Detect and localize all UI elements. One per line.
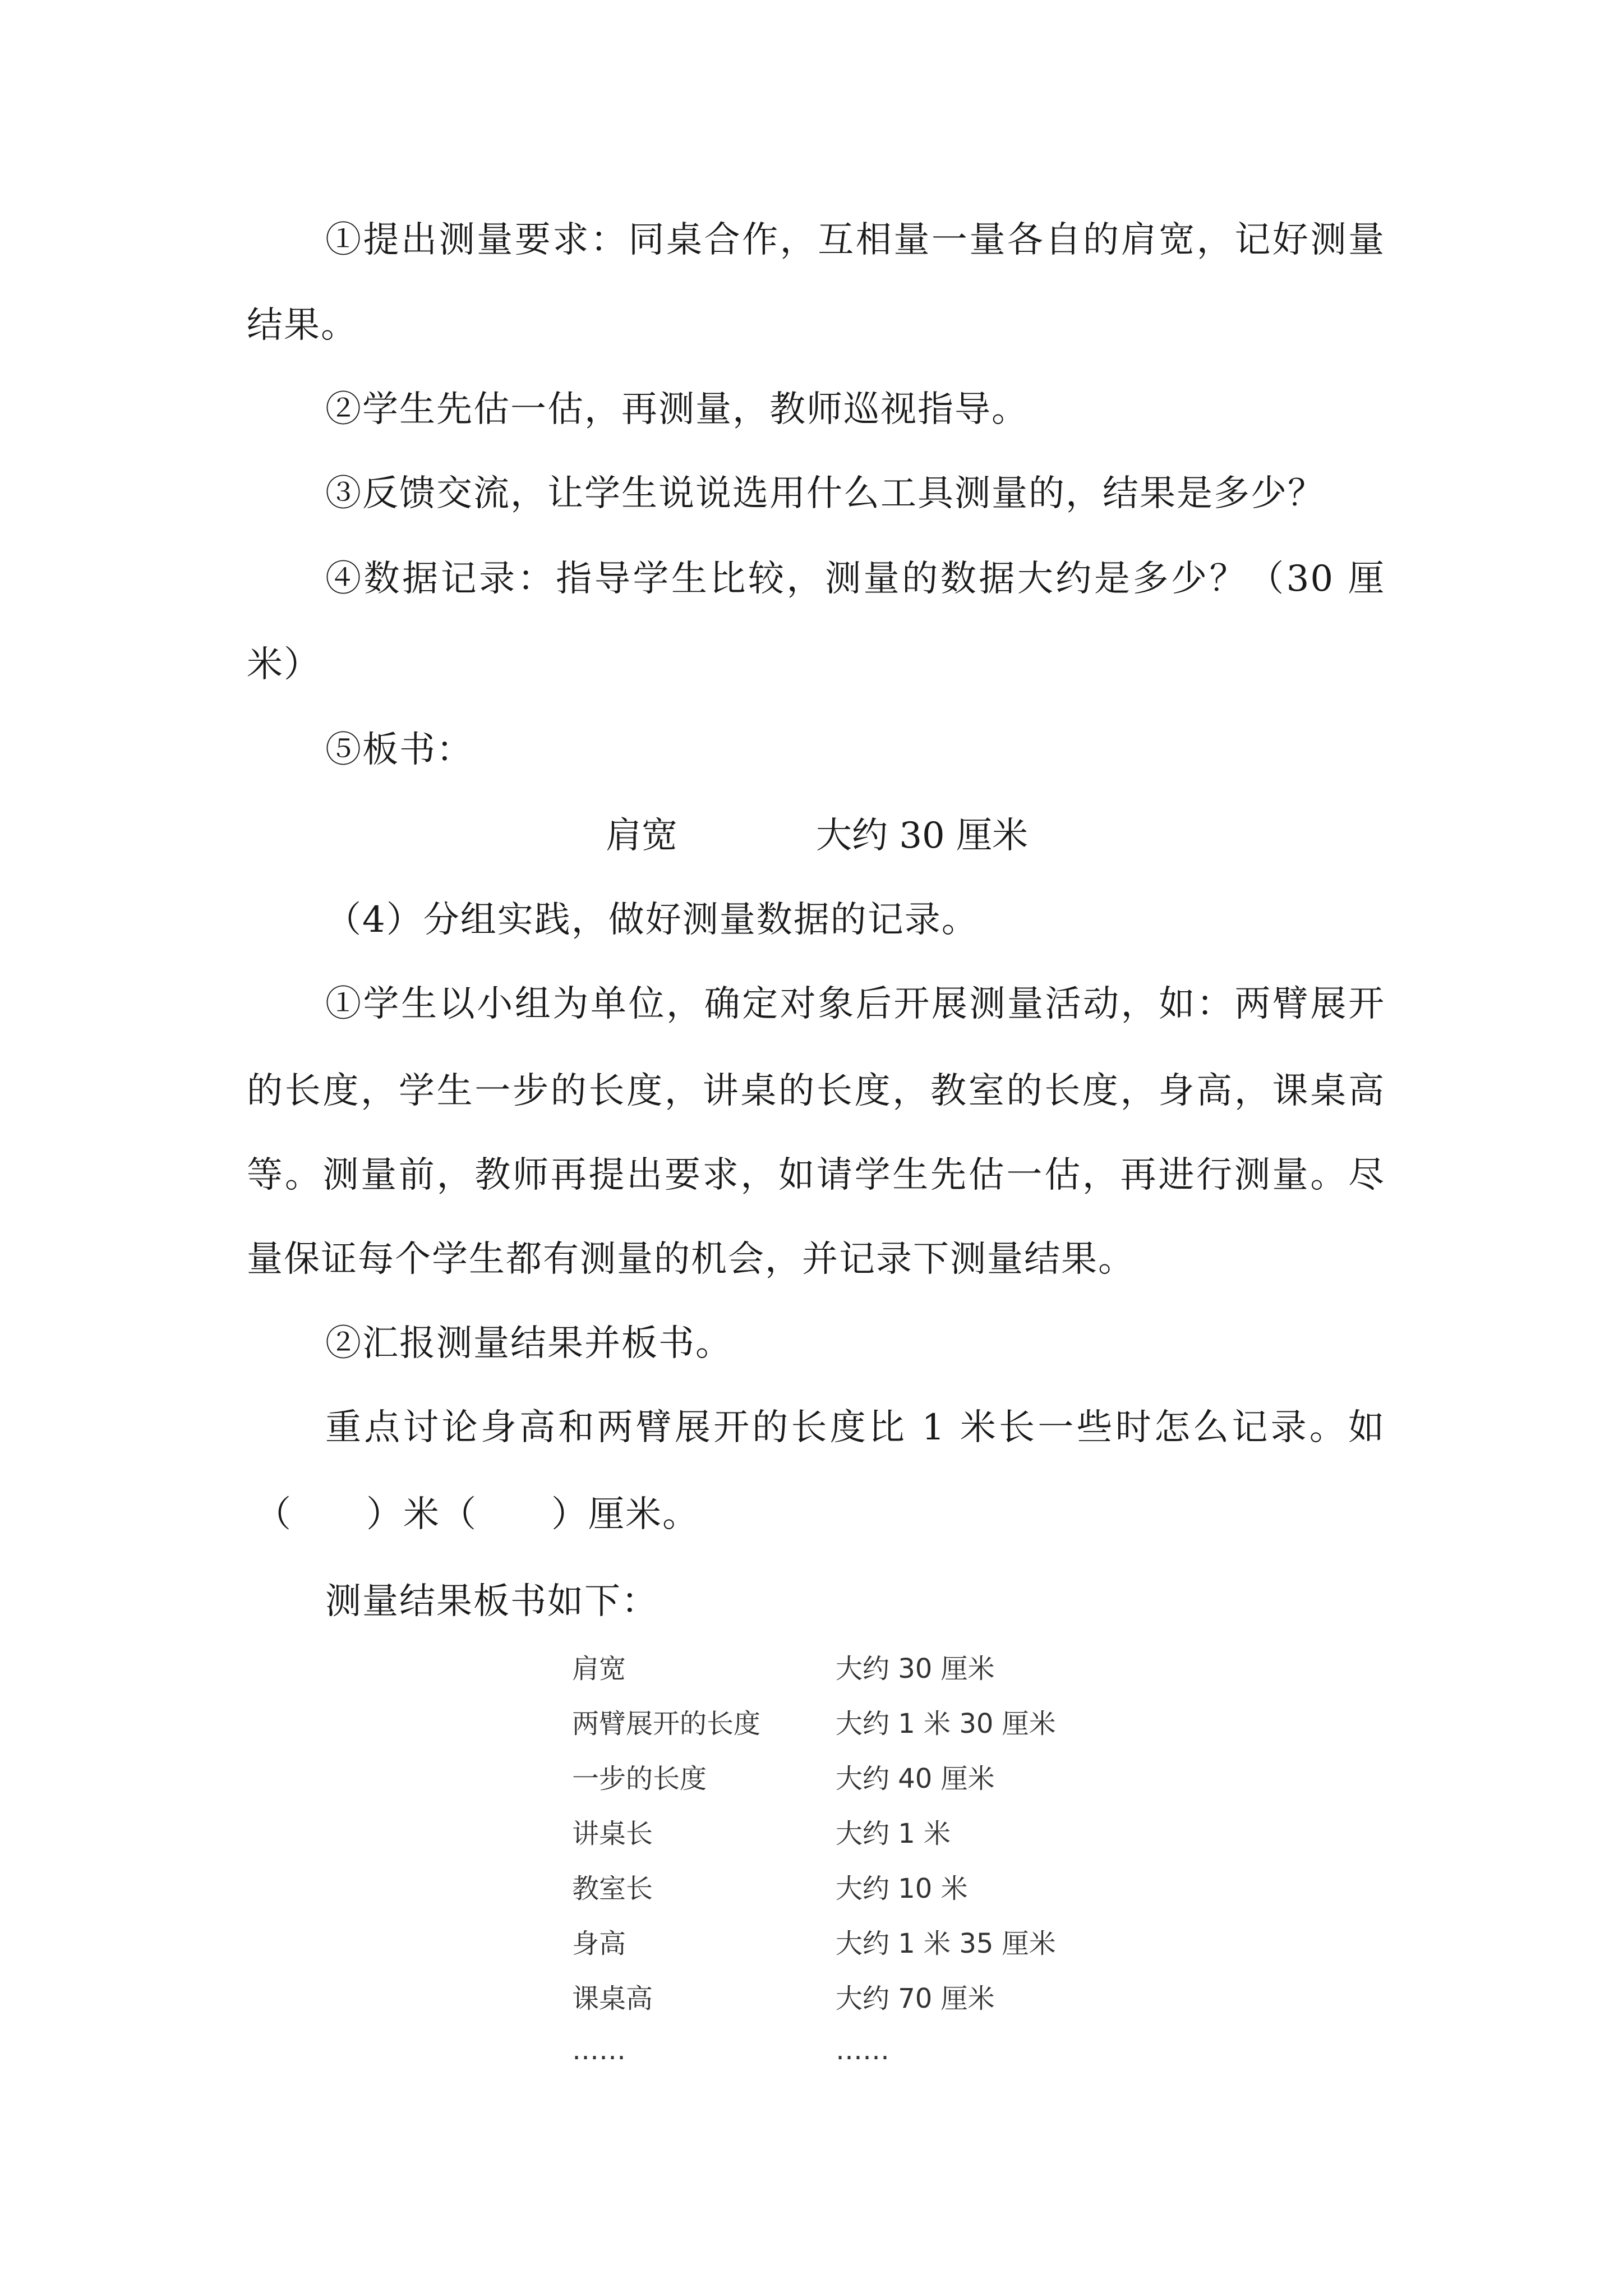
table-cell-item: 课桌高 xyxy=(572,1983,653,2014)
table-cell-item: 教室长 xyxy=(572,1873,653,1904)
paragraph-data-record-line2: 米） xyxy=(247,644,321,685)
paragraph-group-activity-line1: ①学生以小组为单位，确定对象后开展测量活动，如：两臂展开 xyxy=(325,983,1385,1025)
paragraph-measure-requirement-line1: ①提出测量要求：同桌合作，互相量一量各自的肩宽，记好测量 xyxy=(325,219,1385,261)
table-row xyxy=(572,1979,1133,2018)
table-row xyxy=(572,1869,1133,1908)
table-cell-item: …… xyxy=(572,2035,626,2066)
paragraph-discussion-line2: （ ）米（ ）厘米。 xyxy=(255,1494,699,1535)
table-cell-value: …… xyxy=(836,2035,889,2066)
board-item-label: 肩宽 xyxy=(606,815,677,857)
paragraph-discussion-line1: 重点讨论身高和两臂展开的长度比 1 米长一些时怎么记录。如 xyxy=(325,1407,1385,1448)
paragraph-group-activity-line4: 量保证每个学生都有测量的机会，并记录下测量结果。 xyxy=(247,1239,1135,1280)
table-row xyxy=(572,1649,1133,1688)
table-cell-value: 大约 1 米 30 厘米 xyxy=(836,1708,1056,1740)
paragraph-estimate-then-measure: ②学生先估一估，再测量，教师巡视指导。 xyxy=(325,389,1029,430)
table-cell-value: 大约 1 米 35 厘米 xyxy=(836,1928,1056,1959)
table-cell-value: 大约 40 厘米 xyxy=(836,1763,995,1795)
section-heading-group-practice: （4）分组实践，做好测量数据的记录。 xyxy=(325,899,979,941)
table-cell-value: 大约 30 厘米 xyxy=(836,1653,995,1685)
paragraph-measure-requirement-line2: 结果。 xyxy=(247,305,358,346)
table-row xyxy=(572,1814,1133,1853)
table-cell-value: 大约 70 厘米 xyxy=(836,1983,995,2014)
table-cell-value: 大约 1 米 xyxy=(836,1818,951,1849)
table-row xyxy=(572,1924,1133,1963)
paragraph-group-activity-line3: 等。测量前，教师再提出要求，如请学生先估一估，再进行测量。尽 xyxy=(247,1154,1385,1196)
paragraph-report-results: ②汇报测量结果并板书。 xyxy=(325,1323,732,1364)
table-cell-value: 大约 10 米 xyxy=(836,1873,968,1904)
table-row xyxy=(572,1704,1133,1743)
paragraph-data-record-line1: ④数据记录：指导学生比较，测量的数据大约是多少？（30 厘 xyxy=(325,558,1385,600)
paragraph-results-board-intro: 测量结果板书如下： xyxy=(325,1581,658,1622)
paragraph-board-writing: ⑤板书： xyxy=(325,729,473,771)
paragraph-group-activity-line2: 的长度，学生一步的长度，讲桌的长度，教室的长度，身高，课桌高 xyxy=(247,1070,1385,1112)
table-cell-item: 身高 xyxy=(572,1928,626,1959)
table-cell-item: 肩宽 xyxy=(572,1653,626,1685)
paragraph-feedback-exchange: ③反馈交流，让学生说说选用什么工具测量的，结果是多少？ xyxy=(325,473,1325,514)
table-row xyxy=(572,2031,1133,2070)
table-cell-item: 两臂展开的长度 xyxy=(572,1708,761,1740)
table-cell-item: 一步的长度 xyxy=(572,1763,707,1795)
board-item-value: 大约 30 厘米 xyxy=(816,815,1029,857)
table-row xyxy=(572,1759,1133,1798)
table-cell-item: 讲桌长 xyxy=(572,1818,653,1849)
